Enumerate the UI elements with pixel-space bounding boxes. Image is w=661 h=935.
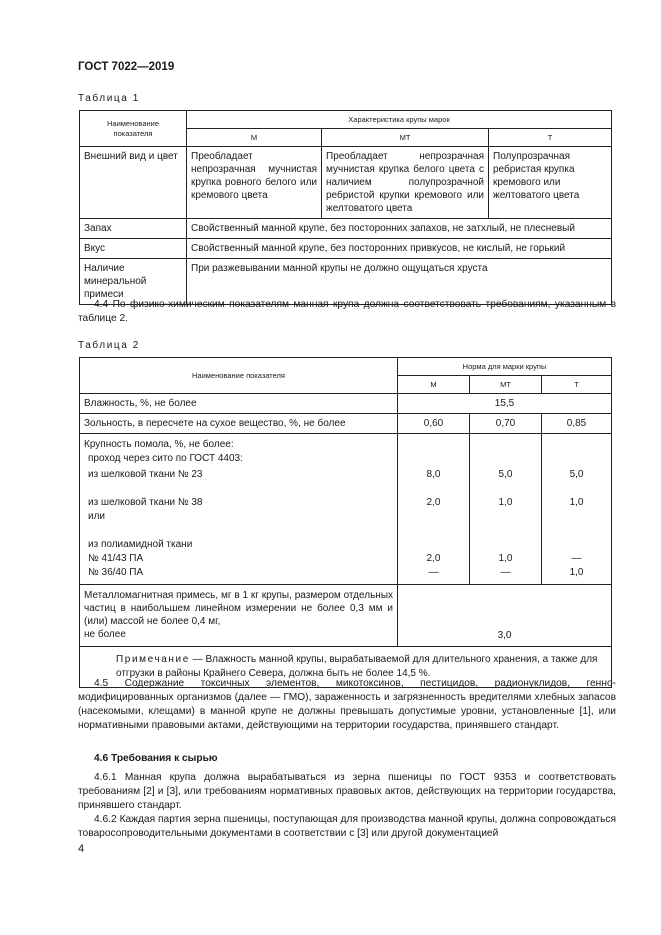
t2-grind-t — [542, 434, 612, 585]
t2-grind-names — [80, 434, 398, 585]
t1-name-header: Наименование показателя — [80, 111, 187, 147]
t2-polyamide: из полиамидной ткани — [88, 539, 193, 550]
t2-pa41-t: — — [571, 553, 582, 564]
table2-caption: Таблица 2 — [78, 340, 140, 351]
t2-silk38-t: 1,0 — [569, 497, 584, 508]
t1-row-appearance-mt: Преобладает непрозрачная мучнистая крупка белого цвета с наличием полупрозрачной ребристой крупки кремового или желтоватого цвета — [322, 147, 489, 219]
t2-grade-mt: МТ — [470, 376, 542, 394]
t2-silk38-m: 2,0 — [426, 497, 441, 508]
t1-group-header: Характеристика крупы марок — [187, 111, 612, 129]
t2-grind-sub: проход через сито по ГОСТ 4403: — [88, 453, 243, 464]
t2-note-text: — Влажность манной крупы, вырабатываемой для длительного хранения, а также для отгрузки в районы Крайнего Севера, должна быть не более 14,5 %. — [116, 654, 598, 679]
t2-ash-mt: 0,70 — [470, 414, 542, 434]
t2-moisture-value: 15,5 — [398, 394, 612, 414]
paragraph-4-6-2: 4.6.2 Каждая партия зерна пшеницы, поступающая для производства манной крупы, должна сопровождаться товаросопроводительными документами в соответствии с [3] или другой документацией — [78, 814, 616, 839]
t1-row-mineral-name: Наличие минеральной примеси — [80, 259, 187, 305]
t2-silk38-mt: 1,0 — [498, 497, 513, 508]
t1-row-appearance-m: Преобладает непрозрачная мучнистая крупка ровного белого или кремового цвета — [187, 147, 322, 219]
t2-silk23-t: 5,0 — [569, 469, 584, 480]
paragraph-4-4: 4.4 По физико-химическим показателям манная крупа должна соответствовать требованиям, указанным в таблице 2. — [78, 299, 616, 324]
t1-row-taste-name: Вкус — [80, 239, 187, 259]
t1-row-mineral-value: При разжевывании манной крупы не должно ощущаться хруста — [187, 259, 612, 305]
t2-pa36-m: — — [428, 567, 439, 578]
table1 — [79, 110, 612, 305]
t2-or: или — [88, 511, 106, 522]
t2-pa41-name: № 41/43 ПА — [88, 553, 144, 564]
t1-row-smell-name: Запах — [80, 219, 187, 239]
t2-metal-limit: не более — [84, 629, 126, 640]
t2-silk23-mt: 5,0 — [498, 469, 513, 480]
document-header: ГОСТ 7022—2019 — [78, 61, 175, 73]
t2-pa36-mt: — — [500, 567, 511, 578]
page-number: 4 — [78, 843, 85, 855]
t2-pa36-t: 1,0 — [569, 567, 584, 578]
t2-moisture-name: Влажность, %, не более — [80, 394, 398, 414]
paragraph-4-6-1: 4.6.1 Манная крупа должна вырабатываться из зерна пшеницы по ГОСТ 9353 и соответствовать требованиям [2] и [3], или требованиям нормативных правовых актов, действующих на территории государства, принявшего стандарт. — [78, 772, 616, 811]
t1-row-appearance-t: Полупрозрачная ребристая крупка кремового или желтоватого цвета — [489, 147, 612, 219]
heading-4-6: 4.6 Требования к сырью — [94, 753, 218, 764]
t1-grade-m: М — [187, 129, 322, 147]
t2-group-header: Норма для марки крупы — [398, 358, 612, 376]
t2-silk23-m: 8,0 — [426, 469, 441, 480]
t2-name-header: Наименование показателя — [80, 358, 398, 394]
t2-grade-m: М — [398, 376, 470, 394]
t2-silk38-name: из шелковой ткани № 38 — [88, 497, 203, 508]
t1-row-appearance-name: Внешний вид и цвет — [80, 147, 187, 219]
paragraph-4-5: 4.5 Содержание токсичных элементов, микотоксинов, пестицидов, радионуклидов, генно-модифицированных организмов (далее — ГМО), зараженность и загрязненность вредителями хлебных запасов (насекомыми, клещами) в манной крупе не должны превышать допустимые уровни, установленные [1], или нормативными правовыми актами, действующими на территории государства, принявшего стандарт. — [78, 678, 616, 731]
t2-metal-names — [80, 585, 398, 647]
t2-ash-name: Зольность, в пересчете на сухое вещество, %, не более — [80, 414, 398, 434]
t2-metal-name: Металломагнитная примесь, мг в 1 кг крупы, размером отдельных частиц в наибольшем линейном измерении не более 0,3 мм и (или) массой не более 0,4 мг, — [84, 590, 393, 627]
t2-ash-m: 0,60 — [398, 414, 470, 434]
t2-grind-mt — [470, 434, 542, 585]
t2-metal-value: 3,0 — [398, 585, 612, 647]
t1-grade-mt: МТ — [322, 129, 489, 147]
t2-note-label: Примечание — [116, 654, 190, 665]
t2-pa41-m: 2,0 — [426, 553, 441, 564]
t2-pa36-name: № 36/40 ПА — [88, 567, 144, 578]
t2-pa41-mt: 1,0 — [498, 553, 513, 564]
t2-grade-t: Т — [542, 376, 612, 394]
t2-grind-m — [398, 434, 470, 585]
table2 — [79, 357, 612, 688]
t1-grade-t: Т — [489, 129, 612, 147]
t1-row-taste-value: Свойственный манной крупе, без посторонних привкусов, не кислый, не горький — [187, 239, 612, 259]
t2-silk23-name: из шелковой ткани № 23 — [88, 469, 203, 480]
t2-ash-t: 0,85 — [542, 414, 612, 434]
t1-row-smell-value: Свойственный манной крупе, без посторонних запахов, не затхлый, не плесневый — [187, 219, 612, 239]
table1-caption: Таблица 1 — [78, 93, 140, 104]
t2-grind-title: Крупность помола, %, не более: — [84, 439, 234, 450]
